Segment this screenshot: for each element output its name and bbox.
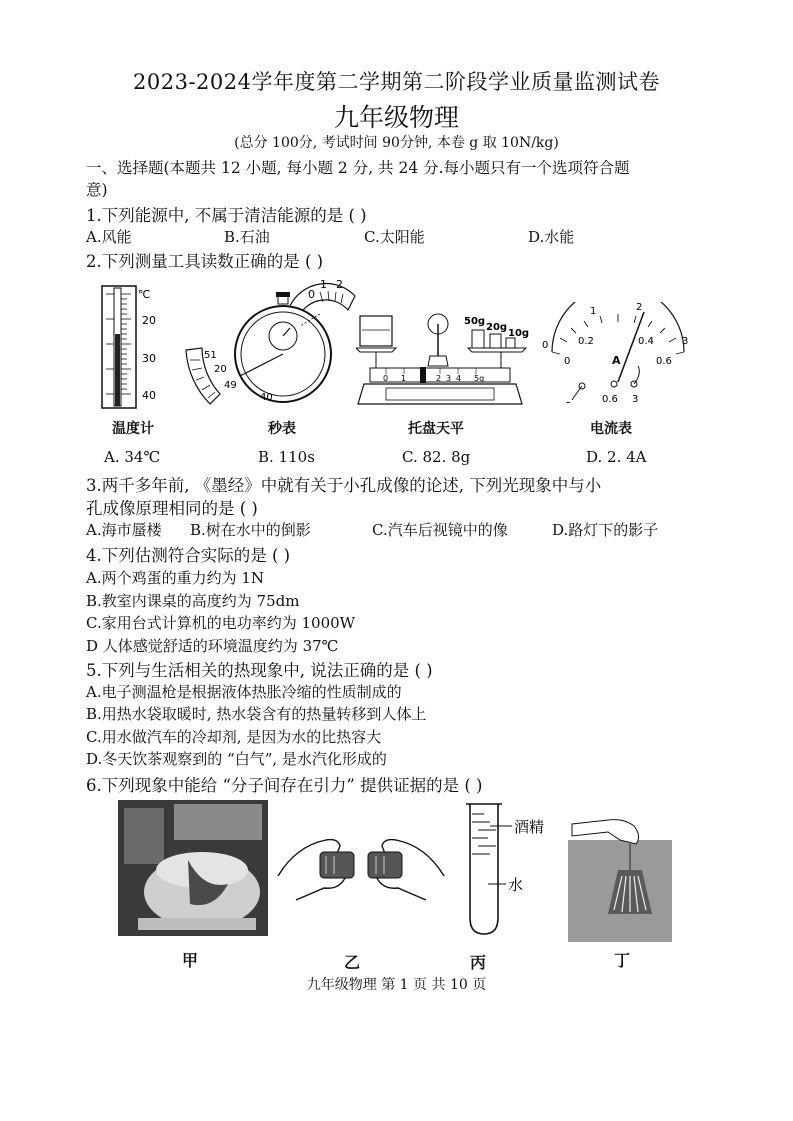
balance-figure [356,308,536,412]
thermometer-liquid [115,334,120,406]
q1-option-b: B.石油 [224,228,270,246]
q6-label-ding: 丁 [614,951,631,970]
exam-title: 2023-2024学年度第二学期第二阶段学业质量监测试卷 [133,70,660,94]
q2-option-b: B. 110s [258,448,315,466]
ammeter-inner-tick-0: 0 [564,356,571,367]
ammeter-tick-3: 3 [682,336,689,347]
balance-scale-tick-1: 1 [401,374,407,383]
balance-scale-tick-3: 3 [446,374,452,383]
q6-label-bing: 丙 [470,953,487,972]
ammeter-scale-arc [552,302,684,352]
ammeter-tick-0.2: 0.2 [578,336,594,347]
exam-note: (总分 100分, 考试时间 90分钟, 本卷 g 取 10N/kg) [234,135,559,151]
ammeter-tick-0.4: 0.4 [638,336,654,347]
balance-right-pan [468,348,526,352]
lead-block-left [320,852,354,878]
q1-option-d: D.水能 [528,228,575,246]
q5-stem: 5.下列与生活相关的热现象中, 说法正确的是 ( ) [86,661,433,680]
ammeter-terminal-0.6 [611,381,617,387]
q3-option-d: D.路灯下的影子 [552,521,659,539]
balance-scale-tick-0: 0 [383,374,389,383]
q6-figure-yi [276,826,446,910]
q6-figure-bing [460,800,560,940]
q4-stem: 4.下列估测符合实际的是 ( ) [86,546,291,565]
thermometer-unit: ℃ [138,288,151,301]
stopwatch-button [276,292,290,297]
balance-weight-10g [506,338,515,348]
stopwatch-figure [180,276,370,416]
q5-option-b: B.用热水袋取暖时, 热水袋含有的热量转移到人体上 [86,705,427,723]
balance-rider [420,367,426,383]
thermometer-tick-40: 40 [142,389,156,402]
ammeter-terminal-label-0.6: 0.6 [602,394,618,405]
thermometer-tick-20: 20 [142,314,156,327]
thermometer-figure [98,284,168,412]
q2-stem: 2.下列测量工具读数正确的是 ( ) [86,252,324,271]
stopwatch-side-tick-20: 20 [214,364,227,375]
q5-option-d: D.冬天饮茶观察到的 “白气”, 是水汽化形成的 [86,750,387,768]
q3-stem-line1: 3.两千多年前, 《墨经》中就有关于小孔成像的论述, 下列光现象中与小 [86,476,602,495]
section-heading-line1: 一、选择题(本题共 12 小题, 每小题 2 分, 共 24 分.每小题只有一个选项符合题 [86,159,630,177]
thermometer-tick-30: 30 [142,352,156,365]
q2-option-a: A. 34℃ [104,448,161,466]
stopwatch-side-tick-51: 51 [204,350,217,361]
balance-scale-tick-5g: 5g [474,374,485,383]
section-heading-line2: 意) [86,181,108,199]
page-footer: 九年级物理 第 1 页 共 10 页 [306,977,487,993]
q3-stem-line2: 孔成像原理相同的是 ( ) [86,499,258,518]
tube-label-alcohol: 酒精 [514,818,545,836]
subject-title: 九年级物理 [333,103,459,132]
lead-block-right [368,852,402,878]
q4-option-c: C.家用台式计算机的电功率约为 1000W [86,614,356,632]
ammeter-tick-0.6: 0.6 [656,356,672,367]
ammeter-figure [538,302,698,412]
stopwatch-top-tick-1: 1 [320,278,327,291]
q2-option-d: D. 2. 4A [586,448,647,466]
stopwatch-crown [278,296,288,304]
tube-label-water: 水 [508,876,524,894]
q6-label-jia: 甲 [182,951,199,970]
q5-option-a: A.电子测温枪是根据液体热胀冷缩的性质制成的 [86,683,402,701]
ammeter-needle [618,312,644,382]
ammeter-terminal-label-neg: - [566,395,571,409]
q1-option-a: A.风能 [86,228,132,246]
q2-option-c: C. 82. 8g [402,448,471,466]
test-tube [470,804,498,934]
balance-left-pan [356,348,396,352]
q4-option-b: B.教室内课桌的高度约为 75dm [86,592,300,610]
q3-option-a: A.海市蜃楼 [86,521,162,539]
balance-column [428,356,448,366]
q6-label-yi: 乙 [344,953,361,972]
balance-label-10g: 10g [508,328,530,339]
ammeter-terminal-label-3: 3 [632,394,639,405]
stopwatch-side-tick-40: 40 [260,392,273,403]
q6-figure-jia-photo [118,800,268,936]
balance-beaker [360,316,392,346]
stopwatch-side-tick-49: 49 [224,380,237,391]
ammeter-tick-0-left: 0 [542,340,549,351]
q5-option-c: C.用水做汽车的冷却剂, 是因为水的比热容大 [86,728,382,746]
q6-stem: 6.下列现象中能给 “分子间存在引力” 提供证据的是 ( ) [86,776,483,795]
q4-option-a: A.两个鸡蛋的重力约为 1N [86,569,265,587]
balance-weight-50g [472,330,484,348]
stopwatch-top-tick-0: 0 [308,288,315,301]
q1-option-c: C.太阳能 [364,228,425,246]
q1-stem: 1.下列能源中, 不属于清洁能源的是 ( ) [86,206,367,225]
ammeter-top-tick-2: 2 [636,302,643,313]
balance-label-20g: 20g [486,322,508,333]
q6-figure-ding-photo [568,810,672,942]
q3-option-b: B.树在水中的倒影 [190,521,311,539]
balance-weight-20g [490,334,501,348]
caption-thermometer: 温度计 [112,421,154,437]
balance-scale-tick-2: 2 [436,374,442,383]
balance-label-50g: 50g [464,316,486,327]
stopwatch-top-tick-2: 2 [336,278,343,291]
ammeter-unit: A [612,354,621,367]
q4-option-d: D 人体感觉舒适的环境温度约为 37℃ [86,637,339,655]
ammeter-top-tick-1: 1 [590,306,597,317]
q3-option-c: C.汽车后视镜中的像 [372,521,508,539]
caption-balance: 托盘天平 [408,421,464,437]
balance-scale-tick-4: 4 [456,374,462,383]
caption-ammeter: 电流表 [590,421,632,437]
caption-stopwatch: 秒表 [268,421,296,437]
